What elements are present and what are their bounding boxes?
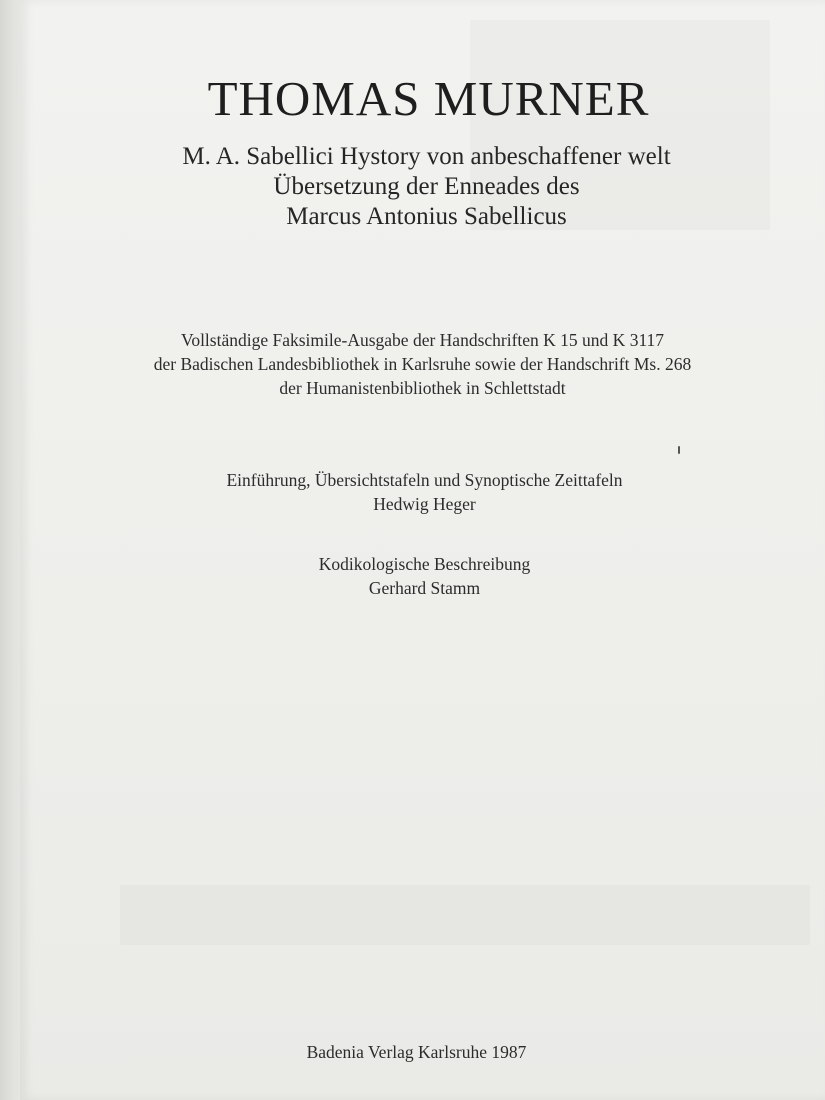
codicology-author: Gerhard Stamm: [368, 578, 481, 598]
facsimile-line: der Badischen Landesbibliothek in Karlsruhe sowie der Handschrift Ms. 268: [153, 354, 692, 374]
introduction-credit: [0, 468, 825, 516]
facsimile-line: Vollständige Faksimile-Ausgabe der Handschriften K 15 und K 3117: [180, 330, 665, 350]
title-text: THOMAS MURNER: [207, 71, 650, 126]
codicology-credit: [0, 552, 825, 600]
introduction-label: Einführung, Übersichtstafeln und Synoptische Zeittafeln: [226, 470, 623, 490]
work-subtitle: [0, 142, 825, 232]
page-title: [0, 66, 825, 132]
codicology-label: Kodikologische Beschreibung: [318, 554, 531, 574]
paper-speck: [678, 446, 680, 454]
subtitle-line: Übersetzung der Enneades des: [273, 173, 580, 200]
publisher-imprint: [0, 1040, 825, 1064]
facsimile-description: [0, 328, 825, 400]
publisher-text: Badenia Verlag Karlsruhe 1987: [306, 1042, 527, 1062]
subtitle-line: Marcus Antonius Sabellicus: [286, 203, 567, 230]
show-through-shadow: [120, 885, 810, 945]
introduction-author: Hedwig Heger: [373, 494, 476, 514]
subtitle-line: M. A. Sabellici Hystory von anbeschaffener welt: [182, 143, 671, 170]
facsimile-line: der Humanistenbibliothek in Schlettstadt: [279, 378, 566, 398]
